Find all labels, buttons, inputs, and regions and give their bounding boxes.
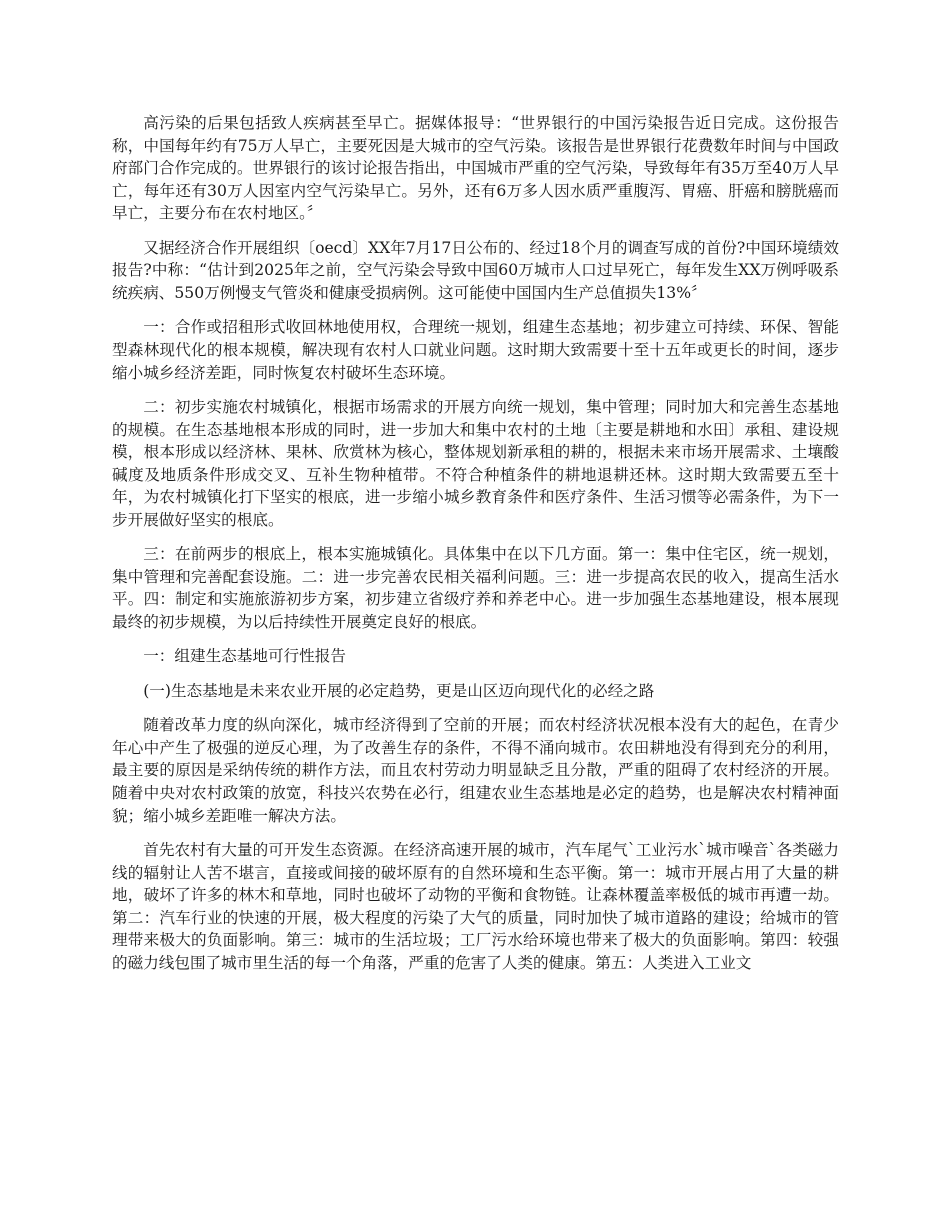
document-page bbox=[112, 112, 839, 986]
paragraph-step-three: 三：在前两步的根底上，根本实施城镇化。具体集中在以下几方面。第一：集中住宅区，统一规划，集中管理和完善配套设施。二：进一步完善农民相关福利问题。三：进一步提高农民的收入，提高生活水平。四：制定和实施旅游初步方案，初步建立省级疗养和养老中心。进一步加强生态基地建设，根本展现最终的初步规模，为以后持续性开展奠定良好的根底。 bbox=[112, 545, 839, 632]
paragraph-step-two: 二：初步实施农村城镇化，根据市场需求的开展方向统一规划，集中管理；同时加大和完善生态基地的规模。在生态基地根本形成的同时，进一步加大和集中农村的土地〔主要是耕地和水田〕承租、建设规模，根本形成以经济林、果林、欣赏林为核心，整体规划新承租的耕的，根据未来市场开展需求、土壤酸碱度及地质条件形成交叉、互补生物种植带。不符合种植条件的耕地退耕还林。这时期大致需要五至十年，为农村城镇化打下坚实的根底，进一步缩小城乡教育条件和医疗条件、生活习惯等必需条件，为下一步开展做好坚实的根底。 bbox=[112, 397, 839, 529]
paragraph-health-impact: 高污染的后果包括致人疾病甚至早亡。据媒体报导：“世界银行的中国污染报告近日完成。这份报告称，中国每年约有75万人早亡，主要死因是大城市的空气污染。该报告是世界银行花费数年时间与中国政府部门合作完成的。世界银行的该讨论报告指出，中国城市严重的空气污染，导致每年有35万至40万人早亡，每年还有30万人因室内空气污染早亡。另外，还有6万多人因水质严重腹泻、胃癌、肝癌和膀胱癌而早亡，主要分布在农村地区。〞 bbox=[112, 114, 839, 223]
subsection-heading: (一)生态基地是未来农业开展的必定趋势，更是山区迈向现代化的必经之路 bbox=[143, 681, 655, 700]
paragraph-resources: 首先农村有大量的可开发生态资源。在经济高速开展的城市，汽车尾气`工业污水`城市噪音`各类磁力线的辐射让人苦不堪言，直接或间接的破坏原有的自然环境和生态平衡。第一：城市开展占用了大量的耕地，破坏了许多的林木和草地，同时也破坏了动物的平衡和食物链。让森林覆盖率极低的城市再遭一劫。第二：汽车行业的快速的开展，极大程度的污染了大气的质量，同时加快了城市道路的建设；给城市的管理带来极大的负面影响。第三：城市的生活垃圾；工厂污水给环境也带来了极大的负面影响。第四：较强的磁力线包围了城市里生活的每一个角落，严重的危害了人类的健康。第五：人类进入工业文 bbox=[112, 841, 839, 972]
paragraph-oecd-report: 又据经济合作开展组织〔oecd〕XX年7月17日公布的、经过18个月的调查写成的首份?中国环境绩效报告?中称：“估计到2025年之前，空气污染会导致中国60万城市人口过早死亡，每年发生XX万例呼吸系统疾病、550万例慢支气管炎和健康受损病例。这可能使中国国内生产总值损失13%〞 bbox=[112, 238, 839, 302]
paragraph-step-one: 一：合作或招租形式收回林地使用权，合理统一规划，组建生态基地；初步建立可持续、环保、智能型森林现代化的根本规模，解决现有农村人口就业问题。这时期大致需要十至十五年或更长的时间，逐步缩小城乡经济差距，同时恢复农村破坏生态环境。 bbox=[112, 318, 839, 382]
paragraph-reform: 随着改革力度的纵向深化，城市经济得到了空前的开展；而农村经济状况根本没有大的起色，在青少年心中产生了极强的逆反心理，为了改善生存的条件，不得不涌向城市。农田耕地没有得到充分的利用，最主要的原因是采纳传统的耕作方法，而且农村劳动力明显缺乏且分散，严重的阻碍了农村经济的开展。随着中央对农村政策的放宽，科技兴农势在必行，组建农业生态基地是必定的趋势，也是解决农村精神面貌；缩小城乡差距唯一解决方法。 bbox=[112, 716, 839, 825]
section-heading: 一：组建生态基地可行性报告 bbox=[143, 647, 346, 666]
